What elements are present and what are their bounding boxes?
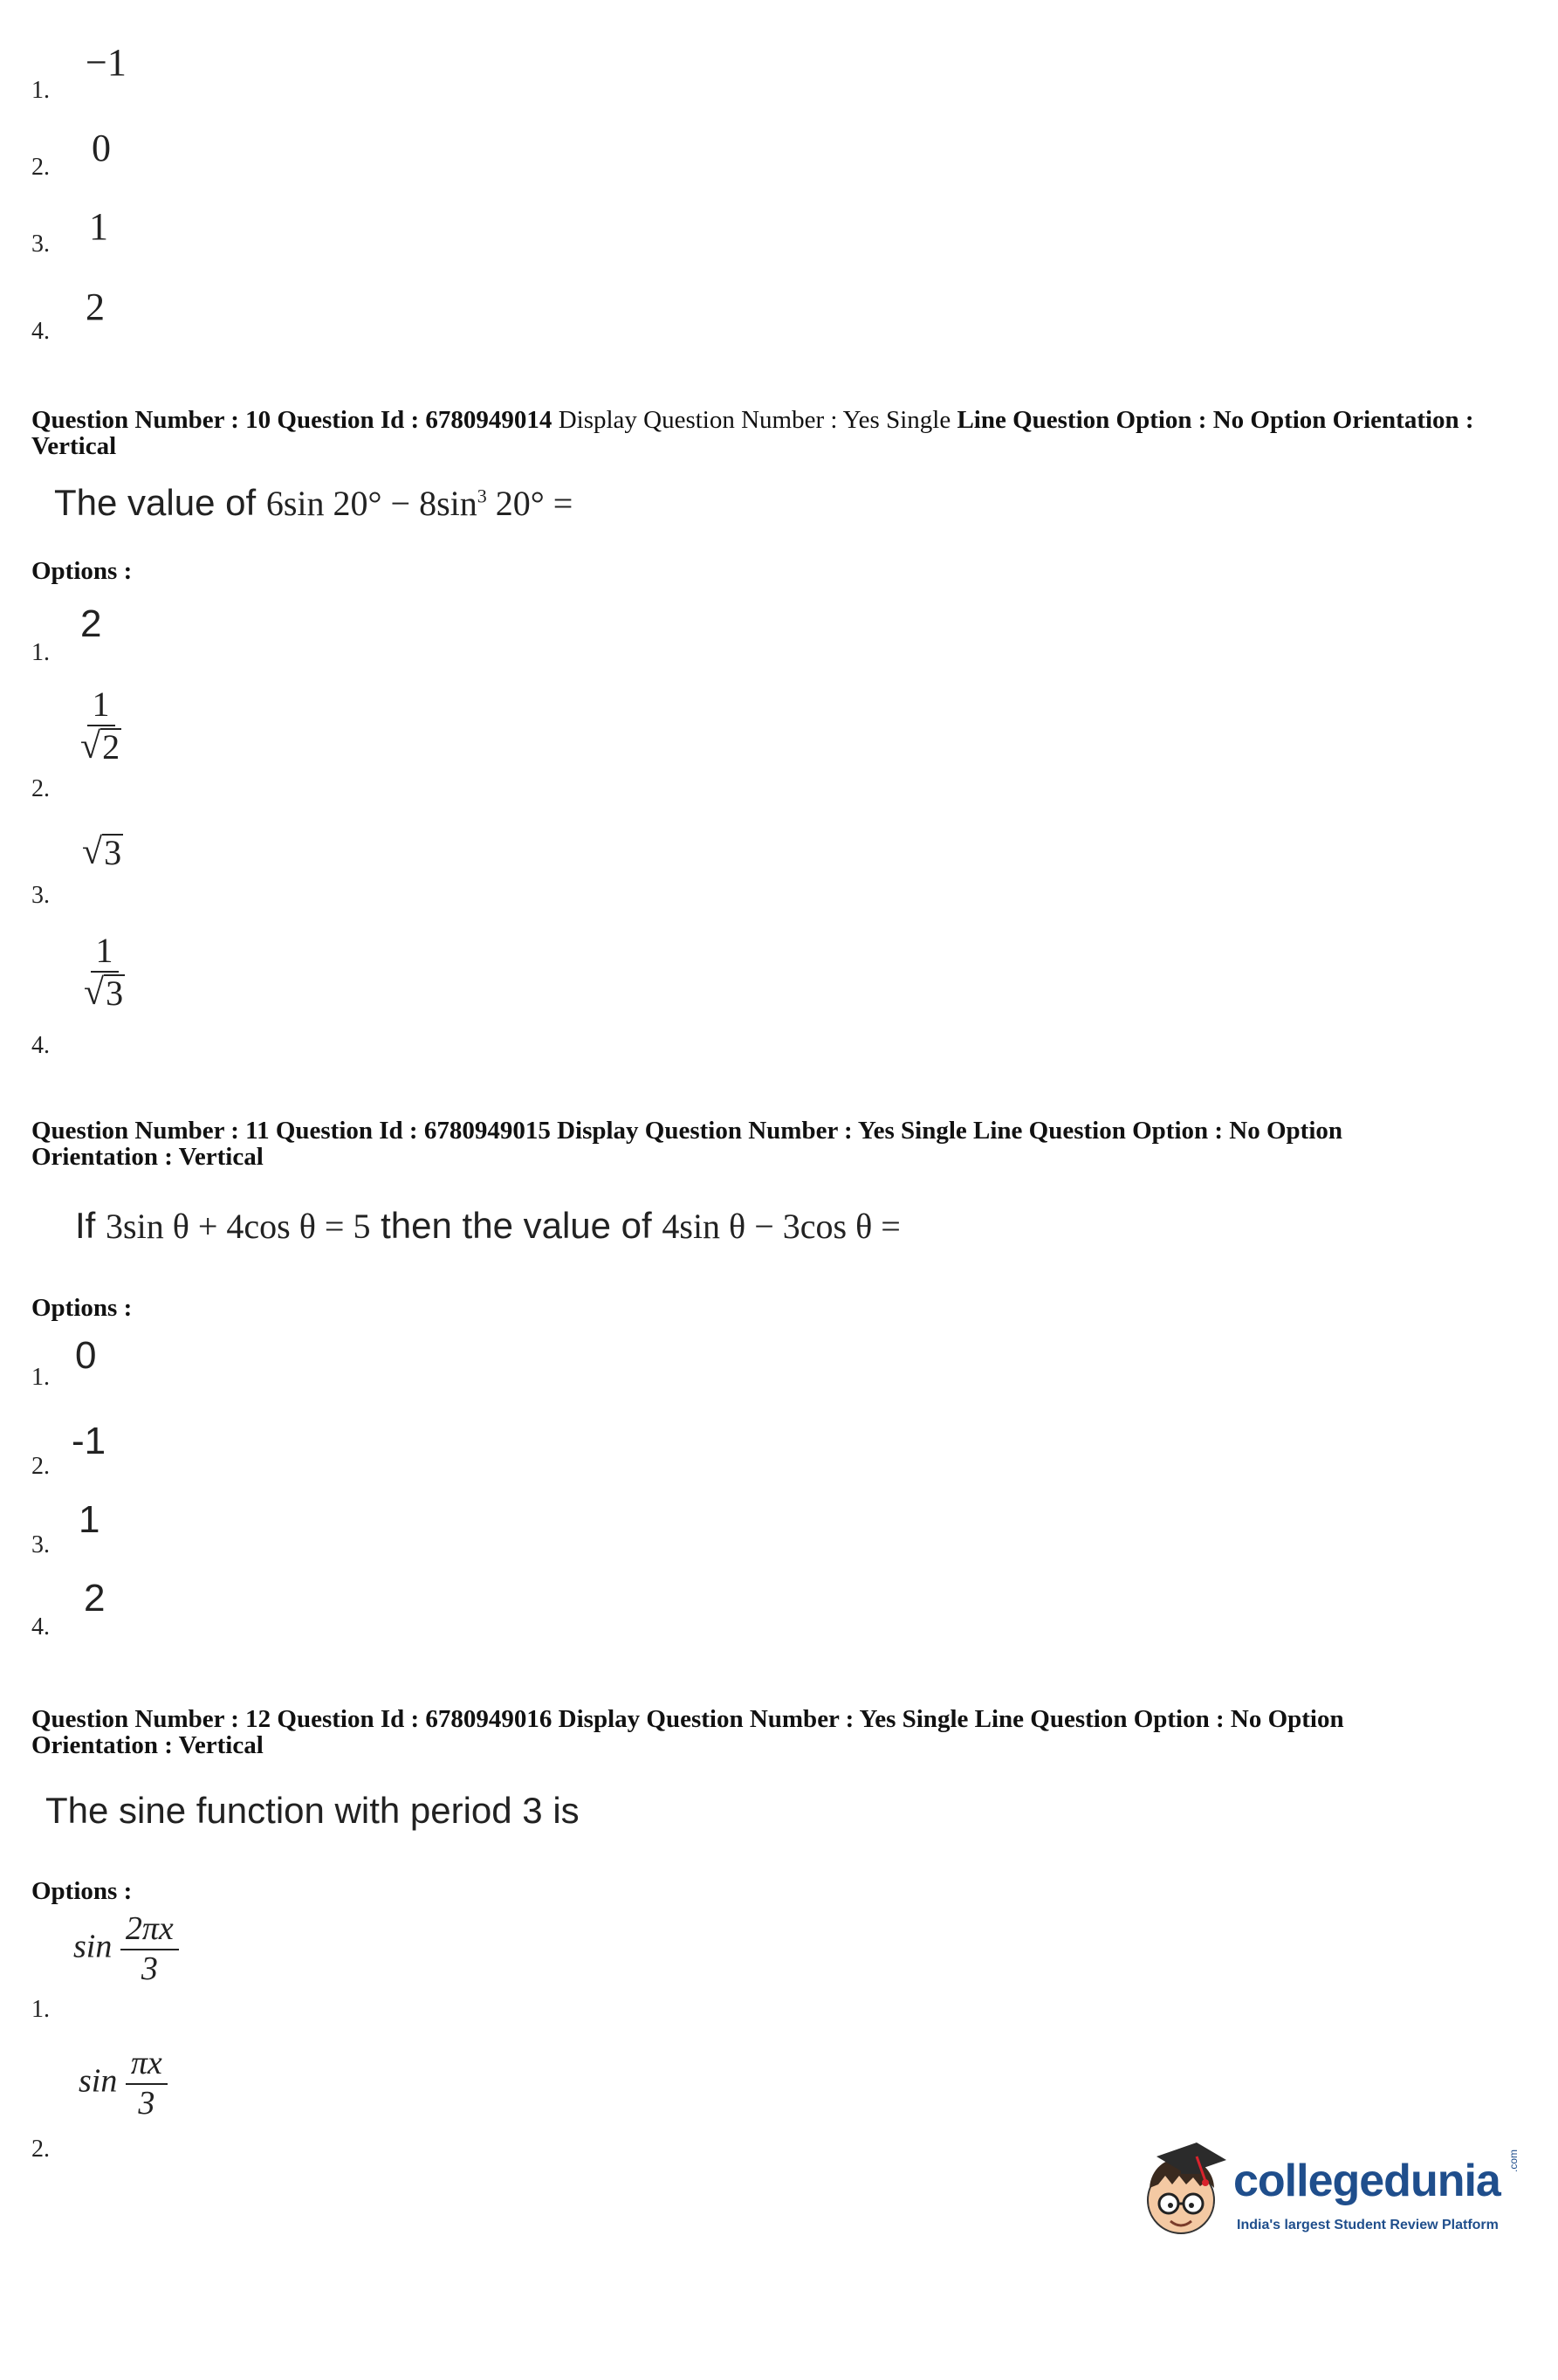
q12-meta-line-1: Question Number : 12 Question Id : 6780949016 Display Question Number : Yes Single Line Question Option : No Option xyxy=(31,1705,1344,1733)
q10-stem xyxy=(54,482,573,524)
sqrt-icon: √ xyxy=(84,973,105,1013)
q11-option-value-4: 2 xyxy=(84,1577,106,1620)
q11-option-number-1: 1. xyxy=(31,1364,50,1391)
q10-option-value-1: 2 xyxy=(80,602,102,645)
q11-options-label: Options : xyxy=(31,1294,133,1322)
q10-option-value-2 xyxy=(80,686,121,765)
q10-option-4-fraction xyxy=(84,932,125,1011)
logo-tagline: India's largest Student Review Platform xyxy=(1237,2218,1499,2232)
q10-stem-math xyxy=(266,484,573,523)
q12-option-2-denominator: 3 xyxy=(138,2084,155,2122)
q10-meta-bold-2: Line Question Option : No Option Orientation : Vertical xyxy=(31,406,1474,460)
q11-option-number-2: 2. xyxy=(31,1453,50,1480)
q12-option-1-numerator: 2πx xyxy=(120,1912,179,1950)
logo-dotcom: .com xyxy=(1507,2149,1520,2172)
q10-meta-bold-1: Question Number : 10 Question Id : 6780949014 xyxy=(31,406,553,434)
q12-stem: The sine function with period 3 is xyxy=(45,1790,580,1831)
q10-option-2-radicand: 2 xyxy=(102,727,120,767)
q12-option-1-fraction xyxy=(120,1912,179,1987)
sqrt-icon: √ xyxy=(80,726,101,767)
q10-option-2-fraction xyxy=(80,686,121,765)
q10-stem-math-sup: 3 xyxy=(477,485,487,507)
q11-stem-math-2: 4sin θ − 3cos θ = xyxy=(662,1207,901,1246)
q12-option-value-2 xyxy=(79,2046,168,2122)
sqrt-icon: √ xyxy=(82,832,103,872)
q10-option-number-4: 4. xyxy=(31,1032,50,1059)
q12-option-number-2: 2. xyxy=(31,2136,50,2163)
q11-stem-then: then the value of xyxy=(381,1205,652,1246)
q10-option-4-radicand: 3 xyxy=(106,973,124,1013)
option-number-4: 4. xyxy=(31,318,50,345)
q12-meta xyxy=(31,1706,1533,1758)
q11-option-value-3: 1 xyxy=(79,1498,100,1541)
q10-meta-normal: Display Question Number : Yes Single xyxy=(552,406,951,434)
q10-option-2-sqrt xyxy=(80,726,121,765)
option-number-1: 1. xyxy=(31,77,50,104)
q10-meta xyxy=(31,407,1533,459)
q11-stem-if: If xyxy=(75,1205,96,1246)
q11-option-value-1: 0 xyxy=(75,1334,97,1377)
q10-option-number-2: 2. xyxy=(31,775,50,802)
q11-meta xyxy=(31,1118,1533,1170)
q10-option-4-sqrt xyxy=(84,973,125,1011)
option-value-3: 1 xyxy=(89,205,108,248)
q10-stem-math-a: 6sin 20° − 8sin xyxy=(265,484,477,523)
q10-options-label: Options : xyxy=(31,557,133,585)
q11-option-number-3: 3. xyxy=(31,1531,50,1558)
q10-option-3-radicand: 3 xyxy=(104,833,122,872)
q11-option-value-2: -1 xyxy=(72,1420,106,1462)
q10-stem-math-b: 20° = xyxy=(486,484,573,523)
q10-option-3-sqrt xyxy=(82,834,123,870)
option-value-1: −1 xyxy=(86,41,127,84)
q11-meta-line-1: Question Number : 11 Question Id : 6780949015 Display Question Number : Yes Single Line Question Option : No Option xyxy=(31,1117,1343,1145)
q10-option-value-4 xyxy=(84,932,125,1011)
q12-options-label: Options : xyxy=(31,1877,133,1905)
option-value-4: 2 xyxy=(86,285,105,328)
q12-option-value-1 xyxy=(73,1912,179,1987)
option-value-2: 0 xyxy=(92,127,111,169)
q12-option-2-numerator: πx xyxy=(126,2046,168,2085)
q12-meta-line-2: Orientation : Vertical xyxy=(31,1731,264,1759)
q11-stem xyxy=(75,1205,901,1247)
q11-option-number-4: 4. xyxy=(31,1613,50,1641)
q10-stem-text: The value of xyxy=(54,482,257,523)
q10-option-number-3: 3. xyxy=(31,882,50,909)
q12-option-2-prefix: sin xyxy=(79,2062,118,2100)
collegedunia-logo xyxy=(1139,2130,1523,2261)
q12-option-1-denominator: 3 xyxy=(141,1950,158,1987)
q12-option-2-fraction xyxy=(126,2046,168,2122)
option-number-3: 3. xyxy=(31,230,50,258)
q10-option-2-numerator: 1 xyxy=(87,686,115,726)
q11-meta-line-2: Orientation : Vertical xyxy=(31,1143,264,1171)
option-number-2: 2. xyxy=(31,154,50,181)
q10-option-4-numerator: 1 xyxy=(91,932,119,973)
q10-option-value-3 xyxy=(82,831,123,872)
logo-brand: collegedunia xyxy=(1233,2156,1500,2206)
q10-option-number-1: 1. xyxy=(31,639,50,666)
q12-option-1-prefix: sin xyxy=(73,1928,113,1965)
q12-option-number-1: 1. xyxy=(31,1996,50,2023)
q11-stem-math-1: 3sin θ + 4cos θ = 5 xyxy=(106,1207,371,1246)
